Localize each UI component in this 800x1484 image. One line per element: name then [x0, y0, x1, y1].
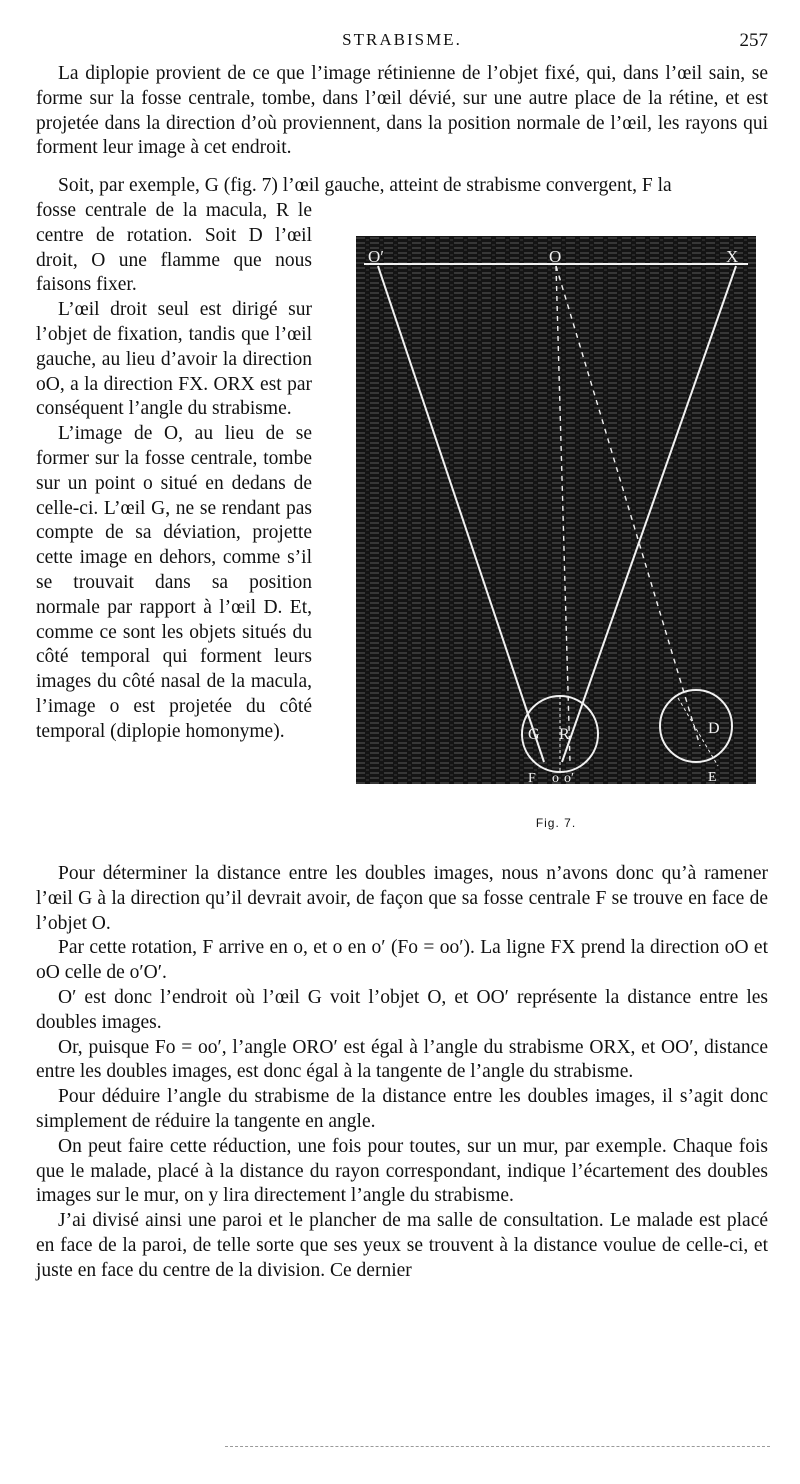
- paragraph-1: La diplopie provient de ce que l’image rétinienne de l’objet fixé, qui, dans l’œil sain, se forme sur la fosse centrale, tombe, dans l’œil dévié, sur une autre place de la rétine, et est projetée dans la direction d’où proviennent, dans la position normale de l’œil, les rayons qui forment leur image à cet endroit.: [36, 63, 768, 159]
- label-o-prime-small: o′: [564, 771, 575, 784]
- paragraph-7: O′ est donc l’endroit où l’œil G voit l’objet O, et OO′ représente la distance entre les doubles images.: [36, 986, 768, 1033]
- paragraph-9: Pour déduire l’angle du strabisme de la distance entre les doubles images, il s’agit donc simplement de réduire la tangente en angle.: [36, 1086, 768, 1132]
- label-o-prime: O′: [368, 247, 384, 266]
- figure-background: [356, 236, 756, 784]
- text-column-beside-figure: [36, 199, 312, 745]
- paragraph-10: On peut faire cette réduction, une fois pour toutes, sur un mur, par exemple. Chaque fois que le malade, placé à la distance du rayon correspondant, indique l’écartement des doubles images sur le mur, on y lira directement l’angle du strabisme.: [36, 1135, 768, 1207]
- label-r: R: [559, 726, 570, 743]
- paragraph-5: Pour déterminer la distance entre les doubles images, nous n’avons donc qu’à ramener l’œil G à la direction qu’il devrait avoir, de façon que sa fosse centrale F se trouve en face de l’objet O.: [36, 863, 768, 934]
- strabismus-diagram-svg: [356, 236, 756, 784]
- label-o-small: o: [552, 771, 559, 784]
- text-body-lower: [36, 862, 768, 1284]
- paragraph-3: L’œil droit seul est dirigé sur l’objet de fixation, tandis que l’œil gauche, au lieu d’avoir la direction oO, a la direction FX. ORX est par conséquent l’angle du strabisme.: [36, 299, 312, 420]
- bottom-rule: [225, 1446, 770, 1447]
- label-g: G: [528, 726, 540, 743]
- paragraph-11: J’ai divisé ainsi une paroi et le plancher de ma salle de consultation. Le malade est placé en face de la paroi, de telle sorte que ses yeux se trouvent à la distance voulue de celle-ci, et juste en face du centre de la division. Ce dernier: [36, 1210, 768, 1281]
- running-header: [36, 30, 768, 54]
- paragraph-2-continuation: fosse centrale de la macula, R le centre de rotation. Soit D l’œil droit, O une flamme que nous faisons fixer.: [36, 200, 312, 296]
- label-e: E: [708, 770, 717, 784]
- chapter-title: STRABISME.: [342, 30, 462, 49]
- label-d: D: [708, 720, 720, 737]
- figure-7-strabismus-diagram: [356, 236, 756, 784]
- paragraph-8: Or, puisque Fo = oo′, l’angle ORO′ est égal à l’angle du strabisme ORX, et OO′, distance entre les doubles images, est donc égal à la tangente de l’angle du strabisme.: [36, 1036, 768, 1083]
- label-o: O: [549, 247, 562, 266]
- paragraph-4: L’image de O, au lieu de se former sur la fosse centrale, tombe sur un point o situé en dedans de celle-ci. L’œil G, ne se rendant pas compte de sa déviation, projette cette image en dehors, comme s’il se trouvait dans sa position normale par rapport à l’œil D. Et, comme ce sont les objets situés du côté temporal qui forment leurs images du côté nasal de la macula, l’image o est projetée du côté temporal (diplopie homonyme).: [36, 423, 312, 742]
- page-number: 257: [739, 30, 768, 51]
- figure-caption: Fig. 7.: [535, 816, 577, 830]
- label-x: X: [726, 247, 739, 266]
- paragraph-2-opening: Soit, par exemple, G (fig. 7) l’œil gauche, atteint de strabisme convergent, F la: [58, 175, 672, 196]
- label-f: F: [528, 771, 536, 784]
- paragraph-6: Par cette rotation, F arrive en o, et o en o′ (Fo = oo′). La ligne FX prend la direction oO et oO celle de o′O′.: [36, 937, 768, 984]
